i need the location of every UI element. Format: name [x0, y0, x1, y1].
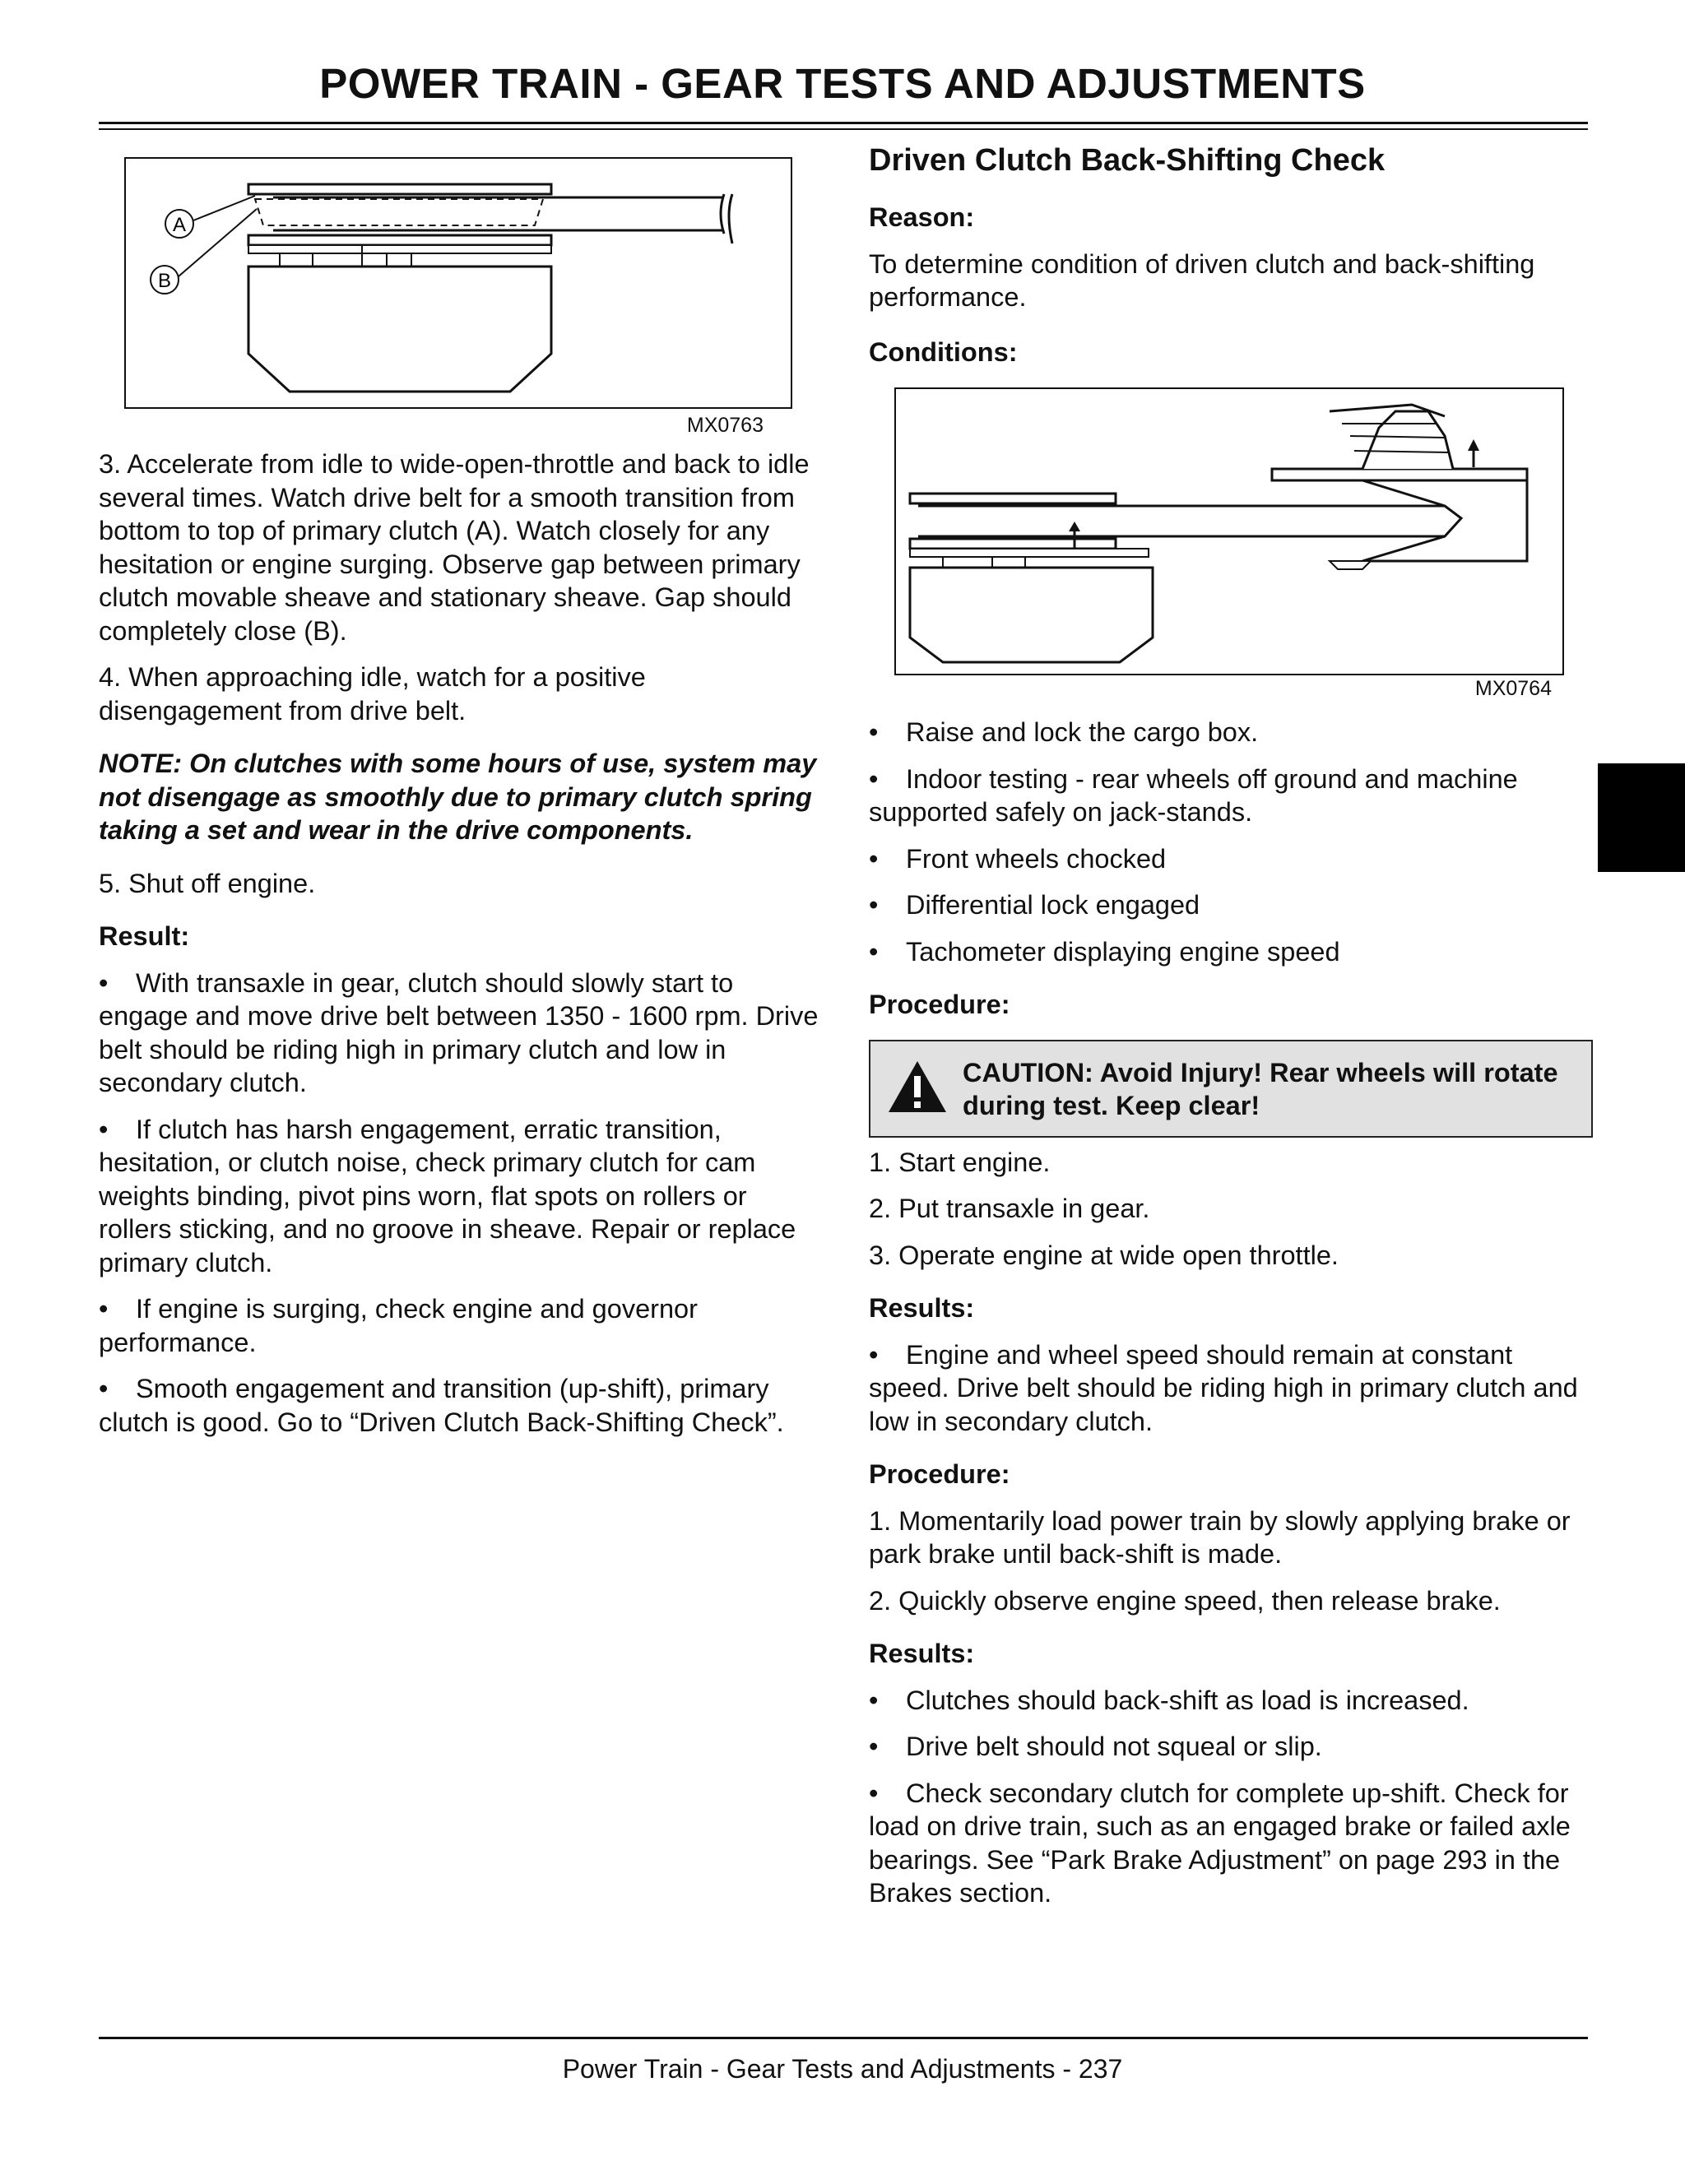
- procedure-step: 2. Put transaxle in gear.: [869, 1194, 1150, 1223]
- step-4: 4. When approaching idle, watch for a positive disengagement from drive belt.: [99, 662, 646, 726]
- conditions-heading: Conditions:: [869, 336, 1018, 367]
- step-3: 3. Accelerate from idle to wide-open-throttle and back to idle several times. Watch drive belt for a smooth transition from bottom to top of primary clutch (A). Watch closely for any hesitation or engine surging. Observe gap between primary clutch movable sheave and stationary sheave. Gap should completely close (B).: [99, 449, 810, 646]
- procedure2-step: 2. Quickly observe engine speed, then release brake.: [869, 1585, 1501, 1616]
- condition-bullet: • Front wheels chocked: [869, 842, 1593, 876]
- bullet-icon: •: [869, 1339, 879, 1370]
- reason-heading: Reason:: [869, 202, 975, 232]
- procedure-heading: Procedure:: [869, 990, 1010, 1019]
- primary-clutch-illustration: [99, 156, 823, 413]
- bullet-icon: •: [869, 843, 879, 874]
- result-bullet: • Smooth engagement and transition (up-shift), primary clutch is good. Go to “Driven Clutch Back-Shifting Check”.: [99, 1374, 784, 1437]
- step-5: 5. Shut off engine.: [99, 868, 316, 898]
- bullet-icon: •: [869, 890, 879, 920]
- reason-text: To determine condition of driven clutch and back-shifting performance.: [869, 248, 1535, 312]
- results-heading: Results:: [869, 1293, 975, 1323]
- left-column: [99, 156, 823, 1439]
- caution-box: [869, 1040, 1593, 1138]
- bullet-icon: •: [869, 1732, 879, 1761]
- footer-rule: [99, 2037, 1588, 2039]
- results2-bullet: • Check secondary clutch for complete up-shift. Check for load on drive train, such as an engaged brake or failed axle bearings. See “Park Brake Adjustment” on page 293 in the Brakes section.: [869, 1778, 1571, 1908]
- bullet-icon: •: [869, 1685, 879, 1715]
- results2-heading: Results:: [869, 1639, 975, 1668]
- procedure2-heading: Procedure:: [869, 1459, 1010, 1489]
- bullet-icon: •: [869, 936, 879, 967]
- results-bullet: • Engine and wheel speed should remain at constant speed. Drive belt should be riding high in primary clutch and low in secondary clutch.: [869, 1339, 1578, 1436]
- result-heading: Result:: [99, 921, 190, 951]
- right-column: [869, 141, 1593, 1910]
- results2-bullet: • Drive belt should not squeal or slip.: [869, 1730, 1593, 1764]
- callout-a: A: [172, 214, 187, 236]
- result-bullet: • With transaxle in gear, clutch should slowly start to engage and move drive belt between 1350 - 1600 rpm. Drive belt should be riding high in primary clutch and low in secondary clutch.: [99, 967, 819, 1097]
- bullet-icon: •: [869, 717, 879, 747]
- bullet-icon: •: [99, 1374, 109, 1403]
- bullet-icon: •: [99, 1114, 109, 1144]
- note: NOTE: On clutches with some hours of use, system may not disengage as smoothly due to primary clutch spring taking a set and wear in the drive components.: [99, 749, 817, 845]
- callout-b: B: [157, 270, 172, 292]
- page-title: POWER TRAIN - GEAR TESTS AND ADJUSTMENTS: [319, 60, 1366, 107]
- figure-mx0764: [869, 387, 1593, 701]
- figure-mx0763: [99, 156, 823, 438]
- results2-bullet: • Clutches should back-shift as load is increased.: [869, 1684, 1593, 1718]
- result-bullet: • If clutch has harsh engagement, erratic transition, hesitation, or clutch noise, check primary clutch for cam weights binding, pivot pins worn, flat spots on rollers or rollers sticking, and no groove in sheave. Repair or replace primary clutch.: [99, 1114, 796, 1277]
- procedure2-step: 1. Momentarily load power train by slowly applying brake or park brake until back-shift is made.: [869, 1505, 1571, 1569]
- condition-bullet: • Differential lock engaged: [869, 888, 1593, 922]
- condition-bullet: • Indoor testing - rear wheels off ground and machine supported safely on jack-stands.: [869, 763, 1518, 827]
- figure-code: MX0764: [1474, 677, 1552, 700]
- page-footer: Power Train - Gear Tests and Adjustments - 237: [562, 2054, 1123, 2084]
- bullet-icon: •: [869, 763, 879, 794]
- warning-icon: [887, 1060, 948, 1114]
- condition-bullet: • Tachometer displaying engine speed: [869, 935, 1593, 969]
- result-bullet: • If engine is surging, check engine and governor performance.: [99, 1294, 698, 1357]
- figure-code: MX0763: [686, 414, 764, 437]
- caution-text: CAUTION: Avoid Injury! Rear wheels will rotate during test. Keep clear!: [963, 1057, 1558, 1120]
- section-title: Driven Clutch Back-Shifting Check: [869, 143, 1386, 178]
- bullet-icon: •: [99, 967, 109, 998]
- condition-bullet: • Raise and lock the cargo box.: [869, 716, 1593, 749]
- procedure-step: 1. Start engine.: [869, 1147, 1051, 1177]
- header-rule-thin: [99, 128, 1588, 130]
- driven-clutch-illustration: [869, 387, 1593, 676]
- bullet-icon: •: [99, 1294, 109, 1324]
- section-tab-marker: [1598, 763, 1685, 872]
- header-rule: [99, 122, 1588, 124]
- procedure-step: 3. Operate engine at wide open throttle.: [869, 1240, 1339, 1270]
- bullet-icon: •: [869, 1778, 879, 1808]
